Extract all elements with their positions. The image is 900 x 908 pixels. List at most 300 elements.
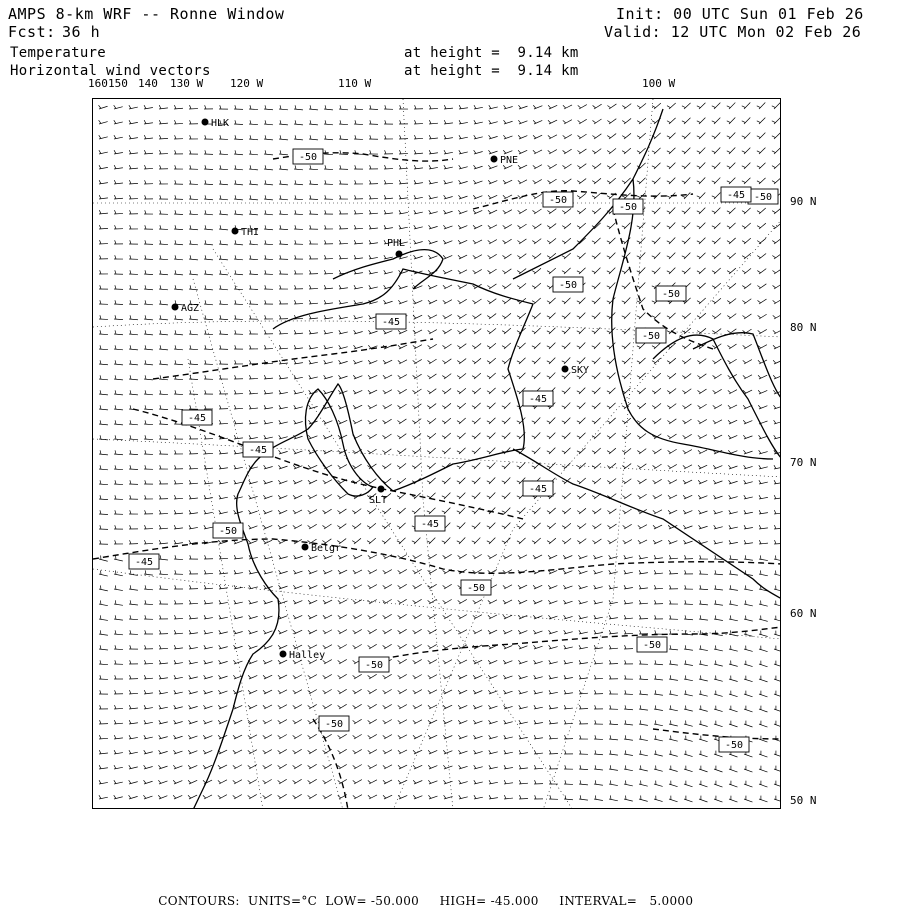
- wind-barb: [594, 675, 603, 679]
- wind-barb: [234, 480, 243, 484]
- wind-barb: [742, 118, 750, 124]
- wind-barb: [639, 690, 648, 695]
- wind-barb: [158, 780, 167, 784]
- wind-barb: [159, 630, 168, 634]
- wind-barb: [669, 570, 678, 574]
- wind-barb: [459, 120, 468, 124]
- wind-barb: [114, 300, 123, 304]
- wind-barb: [99, 360, 108, 364]
- wind-barb: [744, 480, 753, 484]
- wind-barb: [594, 630, 603, 634]
- wind-barb: [683, 434, 692, 439]
- wind-barb: [637, 178, 646, 184]
- wind-barb: [383, 330, 392, 334]
- wind-barb: [204, 210, 213, 215]
- wind-barb: [189, 255, 198, 260]
- station-label: THI: [241, 227, 259, 238]
- contour-label-text: -45: [421, 519, 439, 530]
- wind-barb: [773, 360, 781, 364]
- wind-barb: [412, 433, 421, 439]
- wind-barb: [759, 646, 768, 652]
- wind-barb: [594, 660, 603, 664]
- wind-barb: [144, 525, 153, 529]
- wind-barb: [428, 614, 437, 619]
- wind-barb: [308, 524, 317, 529]
- wind-barb: [263, 779, 272, 784]
- wind-barb: [204, 555, 213, 559]
- wind-barb: [457, 448, 466, 454]
- wind-barb: [473, 600, 482, 604]
- wind-barb: [309, 345, 318, 349]
- wind-barb: [279, 570, 288, 574]
- wind-barb: [624, 780, 633, 785]
- wind-barb: [308, 734, 317, 739]
- wind-barb: [323, 555, 332, 559]
- wind-barb: [203, 720, 212, 724]
- wind-barb: [339, 180, 348, 184]
- wind-barb: [624, 690, 633, 694]
- wind-barb: [369, 240, 378, 244]
- wind-barb: [279, 105, 288, 110]
- wind-barb: [204, 690, 213, 694]
- wind-barb: [577, 388, 586, 394]
- wind-barb: [713, 495, 722, 499]
- contour-label-text: -50: [559, 280, 577, 291]
- wind-barb: [607, 298, 615, 304]
- wind-barb: [114, 615, 123, 620]
- wind-barb: [114, 465, 123, 469]
- wind-barb: [204, 465, 213, 469]
- wind-barb: [532, 373, 541, 379]
- wind-barb: [699, 615, 708, 620]
- wind-barb: [593, 104, 602, 109]
- wind-barb: [159, 660, 168, 664]
- wind-barb: [234, 120, 243, 124]
- wind-barb: [204, 615, 213, 619]
- wind-barb: [443, 780, 452, 784]
- wind-barb: [398, 345, 407, 349]
- wind-barb: [744, 495, 753, 499]
- wind-barb: [219, 210, 228, 215]
- wind-barb: [189, 675, 198, 679]
- wind-barb: [667, 133, 676, 139]
- wind-barb: [624, 705, 633, 709]
- wind-barb: [772, 118, 781, 124]
- wind-barb: [578, 105, 587, 109]
- wind-barb: [293, 734, 302, 739]
- wind-barb: [682, 328, 691, 334]
- wind-barb: [159, 405, 168, 409]
- wind-barb: [99, 525, 108, 529]
- wind-barb: [563, 600, 572, 604]
- wind-barb: [609, 660, 618, 664]
- wind-barb: [114, 585, 123, 590]
- wind-barb: [697, 313, 706, 319]
- wind-barb: [592, 283, 601, 289]
- wind-barb: [368, 674, 377, 679]
- wind-barb: [443, 554, 452, 559]
- contour-label-text: -45: [135, 557, 153, 568]
- contour-label: [719, 737, 749, 752]
- wind-barb: [129, 720, 138, 724]
- wind-barb: [204, 390, 213, 394]
- wind-barb: [712, 118, 721, 124]
- wind-barb: [488, 195, 497, 199]
- wind-barb: [772, 254, 781, 259]
- wind-barb: [174, 555, 183, 559]
- wind-barb: [729, 540, 738, 544]
- grid-line-lon-100: [403, 99, 453, 809]
- station-dot-icon: [202, 119, 209, 126]
- wind-barb: [652, 208, 661, 214]
- wind-barb: [652, 373, 661, 379]
- wind-barb: [114, 330, 123, 334]
- wind-barb: [219, 645, 228, 649]
- wind-barb: [504, 105, 513, 109]
- wind-barb: [502, 313, 511, 319]
- wind-barb: [607, 448, 616, 454]
- wind-barb: [339, 135, 348, 139]
- wind-barb: [368, 390, 377, 394]
- wind-barb: [547, 209, 556, 214]
- wind-barb: [159, 585, 168, 589]
- wind-barb: [458, 750, 467, 754]
- wind-barb: [189, 195, 198, 199]
- wind-barb: [579, 675, 588, 679]
- wind-barb: [637, 403, 646, 409]
- wind-barb: [743, 344, 752, 349]
- wind-barb: [743, 360, 752, 364]
- wind-barb: [774, 435, 781, 439]
- wind-barb: [562, 223, 571, 229]
- wind-barb: [413, 674, 422, 679]
- wind-barb: [729, 766, 737, 772]
- wind-barb: [683, 525, 692, 529]
- wind-barb: [774, 570, 781, 576]
- wind-barb: [384, 165, 393, 169]
- contour-label-text: -45: [727, 190, 745, 201]
- wind-barb: [279, 270, 288, 274]
- wind-barb: [727, 178, 736, 184]
- wind-barb: [472, 403, 481, 409]
- wind-barb: [294, 300, 303, 304]
- wind-barb: [547, 523, 556, 529]
- wind-barb: [174, 705, 183, 709]
- wind-barb: [323, 674, 332, 679]
- wind-barb: [577, 358, 585, 364]
- wind-barb: [114, 510, 123, 514]
- wind-barb: [219, 600, 228, 604]
- wind-barb: [502, 463, 510, 469]
- wind-barb: [637, 148, 646, 154]
- wind-barb: [592, 253, 601, 259]
- station-marker: [302, 543, 342, 554]
- wind-barb: [234, 330, 243, 334]
- wind-barb: [114, 255, 123, 259]
- wind-barb: [189, 120, 198, 124]
- wind-barb: [159, 195, 168, 199]
- wind-barb: [412, 419, 421, 424]
- wind-barb: [99, 615, 108, 620]
- wind-barb: [398, 659, 407, 664]
- wind-barb: [234, 645, 243, 649]
- wind-barb: [697, 253, 706, 259]
- wind-barb: [99, 585, 108, 590]
- wind-barb: [487, 328, 496, 334]
- wind-barb: [592, 134, 601, 139]
- wind-barb: [517, 373, 526, 379]
- wind-barb: [607, 268, 616, 274]
- wind-barb: [684, 675, 693, 680]
- wind-barb: [397, 538, 406, 544]
- wind-barb: [279, 210, 288, 214]
- wind-barb: [519, 675, 528, 679]
- wind-barb: [279, 375, 288, 379]
- wind-barb: [99, 255, 108, 259]
- wind-barb: [458, 195, 467, 199]
- wind-barb: [757, 238, 766, 244]
- wind-barb: [428, 644, 437, 649]
- wind-barb: [592, 388, 601, 394]
- wind-barb: [279, 405, 288, 409]
- wind-barb: [249, 120, 258, 124]
- wind-barb: [219, 105, 228, 109]
- station-dot-icon: [232, 228, 239, 235]
- wind-barb: [487, 493, 495, 499]
- wind-barb: [129, 105, 138, 109]
- wind-barb: [564, 705, 573, 709]
- wind-barb: [354, 255, 363, 259]
- wind-barb: [549, 675, 558, 679]
- wind-barb: [669, 796, 678, 802]
- contour-label: [293, 149, 323, 164]
- wind-barb: [129, 765, 138, 769]
- wind-barb: [323, 585, 332, 589]
- wind-barb: [473, 180, 482, 184]
- wind-barb: [594, 690, 603, 694]
- wind-barb: [773, 330, 781, 334]
- wind-barb: [354, 180, 363, 184]
- wind-barb: [639, 765, 648, 771]
- wind-barb: [368, 780, 377, 784]
- wind-barb: [728, 465, 737, 469]
- model-title: AMPS 8-km WRF -- Ronne Window: [8, 5, 284, 23]
- wind-barb: [174, 345, 183, 350]
- wind-barb: [712, 359, 721, 364]
- wind-barb: [129, 420, 138, 424]
- wind-barb: [759, 676, 768, 682]
- contour-label: [129, 554, 159, 569]
- wind-barb: [742, 133, 751, 139]
- wind-barb: [682, 163, 691, 169]
- wind-barb: [218, 765, 227, 769]
- wind-barb: [742, 284, 751, 289]
- wind-barb: [669, 645, 678, 650]
- wind-barb: [263, 675, 272, 679]
- wind-barb: [697, 148, 706, 154]
- wind-barb: [413, 554, 422, 559]
- wind-barb: [144, 105, 153, 109]
- wind-barb: [697, 118, 706, 124]
- wind-barb: [99, 705, 108, 709]
- wind-barb: [579, 615, 588, 619]
- wind-barb: [668, 540, 677, 544]
- wind-barb: [249, 105, 258, 109]
- contour-label: [656, 286, 686, 301]
- wind-barb: [279, 315, 288, 319]
- wind-barb: [712, 268, 721, 274]
- wind-barb: [548, 600, 557, 604]
- wind-barb: [637, 283, 645, 289]
- wind-barb: [699, 675, 708, 681]
- wind-barb: [503, 660, 512, 664]
- wind-barb: [397, 508, 406, 514]
- wind-barb: [654, 750, 663, 756]
- wind-barb: [607, 373, 616, 379]
- wind-barb: [144, 405, 153, 409]
- wind-barb: [579, 720, 588, 724]
- wind-barb: [174, 465, 183, 469]
- wind-barb: [607, 433, 616, 439]
- wind-barb: [159, 570, 168, 574]
- wind-barb: [339, 165, 348, 169]
- wind-barb: [474, 795, 483, 799]
- wind-barb: [204, 450, 213, 454]
- wind-barb: [637, 268, 645, 274]
- wind-barb: [427, 404, 436, 409]
- wind-barb: [383, 570, 392, 574]
- wind-barb: [624, 750, 633, 755]
- wind-barb: [637, 253, 645, 259]
- wind-barb: [547, 328, 556, 334]
- station-dot-icon: [491, 156, 498, 163]
- wind-barb: [503, 224, 512, 229]
- wind-barb: [489, 795, 498, 799]
- wind-barb: [249, 345, 258, 349]
- wind-barb: [442, 403, 451, 409]
- wind-barb: [263, 705, 272, 709]
- wind-barb: [323, 450, 332, 454]
- wind-barb: [323, 704, 332, 709]
- wind-barb: [369, 255, 378, 259]
- wind-barb: [204, 315, 213, 319]
- wind-barb: [323, 630, 332, 634]
- wind-barb: [457, 493, 466, 499]
- wind-barb: [518, 209, 527, 214]
- wind-barb: [219, 150, 228, 154]
- wind-barb: [294, 105, 303, 110]
- wind-barb: [129, 135, 138, 139]
- wind-barb: [129, 180, 138, 184]
- wind-barb: [279, 390, 288, 394]
- wind-barb: [714, 615, 723, 620]
- wind-barb: [263, 735, 272, 739]
- wind-barb: [189, 525, 198, 529]
- wind-barb: [487, 314, 496, 319]
- wind-barb: [548, 615, 557, 619]
- wind-barb: [457, 388, 466, 394]
- wind-barb: [219, 630, 228, 634]
- wind-barb: [353, 795, 362, 799]
- wind-barb: [503, 555, 512, 559]
- wind-barb: [353, 360, 362, 364]
- wind-barb: [667, 373, 676, 379]
- wind-barb: [547, 358, 556, 364]
- wind-barb: [144, 195, 153, 199]
- wind-barb: [99, 420, 108, 425]
- wind-barb: [174, 150, 183, 154]
- wind-barb: [744, 555, 753, 560]
- wind-barb: [368, 689, 377, 694]
- wind-barb: [144, 225, 153, 229]
- wind-barb: [129, 120, 138, 124]
- wind-barb: [578, 134, 587, 139]
- wind-barb: [759, 495, 768, 499]
- wind-barb: [607, 358, 616, 364]
- wind-barb: [399, 180, 408, 184]
- wind-barb: [249, 570, 258, 574]
- wind-barb: [353, 749, 362, 754]
- wind-barb: [653, 464, 662, 469]
- wind-barb: [697, 389, 706, 394]
- wind-barb: [744, 676, 753, 682]
- wind-barb: [578, 119, 587, 124]
- wind-barb: [548, 570, 557, 574]
- wind-barb: [742, 223, 751, 229]
- wind-barb: [293, 719, 302, 724]
- wind-barb: [278, 749, 287, 754]
- wind-barb: [249, 270, 258, 274]
- wind-barb: [308, 510, 317, 514]
- wind-barb: [99, 675, 108, 679]
- wind-barb: [489, 720, 498, 724]
- wind-barb: [219, 480, 228, 484]
- wind-barb: [309, 300, 318, 304]
- wind-barb: [428, 750, 437, 754]
- wind-barb: [443, 225, 452, 229]
- wind-barb: [757, 269, 766, 274]
- field-name-wind: Horizontal wind vectors: [10, 62, 211, 80]
- wind-barb: [592, 149, 601, 154]
- wind-barb: [759, 751, 767, 757]
- wind-barb: [353, 405, 362, 409]
- wind-barb: [204, 495, 213, 499]
- wind-barb: [264, 225, 273, 229]
- contour-label-text: -50: [325, 719, 343, 730]
- wind-barb: [577, 149, 586, 154]
- wind-barb: [592, 298, 601, 304]
- wind-barb: [264, 135, 273, 140]
- wind-barb: [248, 645, 257, 649]
- wind-barb: [758, 360, 767, 364]
- wind-barb: [279, 195, 288, 199]
- wind-barb: [669, 766, 678, 772]
- wind-barb: [442, 508, 451, 514]
- wind-barb: [532, 328, 541, 334]
- wind-barb: [637, 118, 646, 124]
- wind-barb: [427, 374, 436, 379]
- wind-barb: [159, 180, 168, 184]
- wind-barb: [309, 360, 318, 364]
- wind-barb: [684, 555, 693, 559]
- wind-barb: [204, 600, 213, 604]
- wind-barb: [428, 599, 437, 604]
- wind-barb: [129, 735, 138, 739]
- wind-barb: [383, 584, 392, 589]
- wind-barb: [323, 420, 332, 424]
- wind-barb: [579, 600, 588, 604]
- wind-barb: [577, 268, 586, 274]
